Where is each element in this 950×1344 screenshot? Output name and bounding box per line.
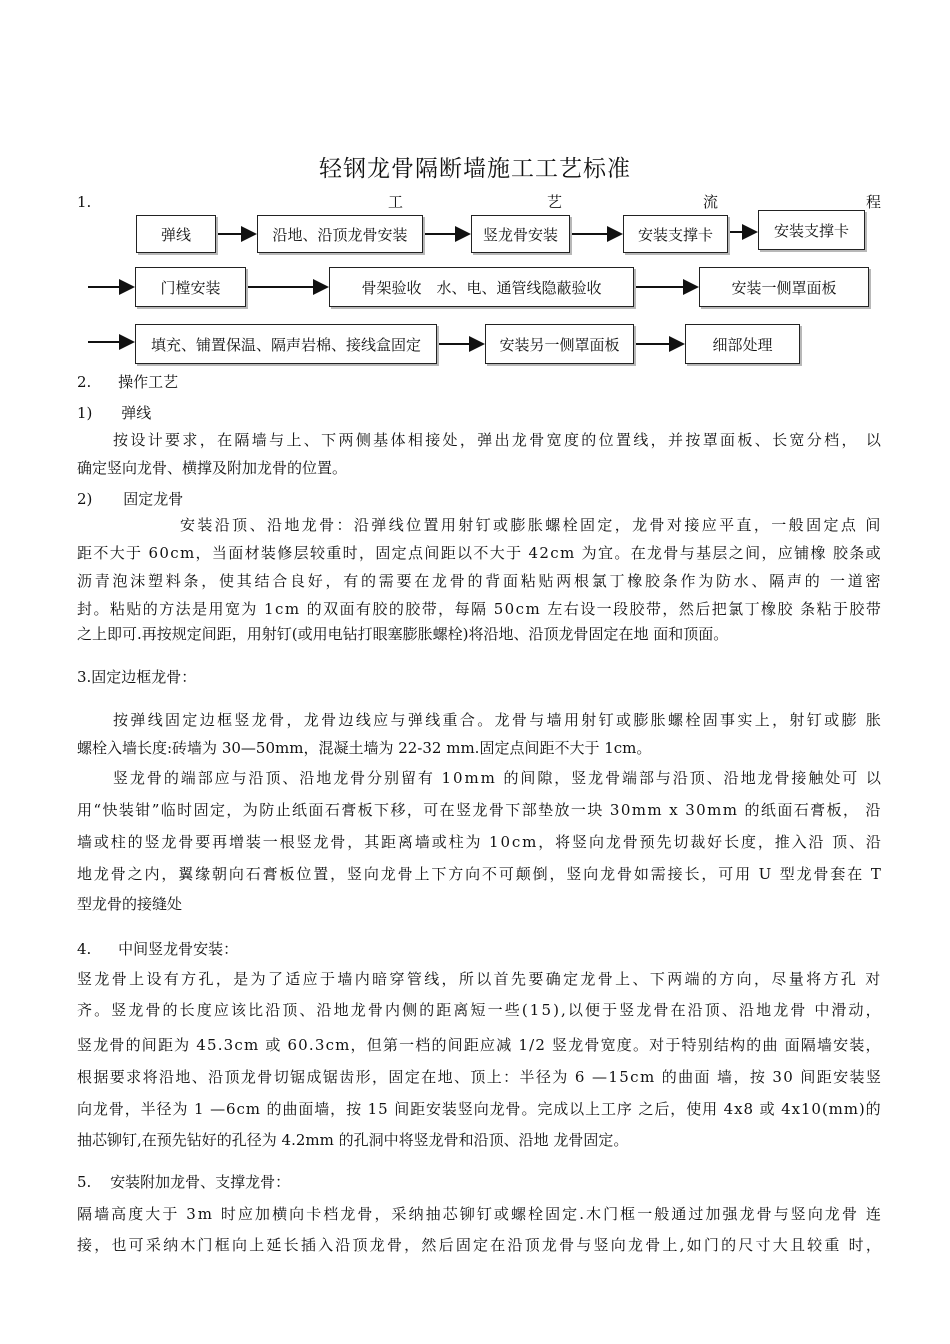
section-3-line xyxy=(77,864,881,884)
item-1-heading xyxy=(77,403,151,423)
section-4-line xyxy=(77,1099,881,1119)
text-line: 螺栓入墙长度:砖墙为 30—50mm，混凝土墙为 22-32 mm.固定点间距不大于 1cm。 xyxy=(77,739,652,757)
text-line: 之上即可.再按规定间距，用射钉(或用电钻打眼塞膨胀螺栓)将沿地、沿顶龙骨固定在地 面和顶面。 xyxy=(77,625,729,643)
text-line: 确定竖向龙骨、横撑及附加龙骨的位置。 xyxy=(77,459,348,477)
section-1-word: 艺 xyxy=(547,193,563,211)
document-title: 轻钢龙骨隔断墙施工工艺标准 xyxy=(319,156,631,182)
flow-box-brace-clip-2: 安装支撑卡 xyxy=(758,210,865,250)
flow-box-finishing: 细部处理 xyxy=(685,324,800,364)
item-2-line xyxy=(77,624,881,644)
flow-box-track-install: 沿地、沿顶龙骨安装 xyxy=(257,215,423,253)
text-line: 型龙骨的接缝处 xyxy=(77,895,183,913)
item-1-number: 1) xyxy=(77,404,93,422)
text-line: 向 龙 骨 ， 半 径 为 1 — 6 c m 的 曲 面 墙 ， 按 1 5 间 距 安 装 竖 向 龙 骨 。 完 成 以 上 工 序 之 后 ， 使 用 4 x 8 或 4 x 1 0 ( m m ) 的 xyxy=(77,1100,881,1118)
section-2-number: 2. xyxy=(77,373,92,391)
flow-box-board-other-side: 安装另一侧罩面板 xyxy=(485,324,634,364)
section-2-label: 操作工艺 xyxy=(118,373,179,391)
text-line: 竖 龙 骨 的 间 距 为 4 5 . 3 c m 或 6 0 . 3 c m ， 但 第 一 档 的 间 距 应 减 1 / 2 竖 龙 骨 宽 度 。 对 于 特 别 结 构 的 曲 面 隔 墙 安 装 ， xyxy=(77,1036,881,1054)
text-line: 封 。 粘 贴 的 方 法 是 用 宽 为 1 c m 的 双 面 有 胶 的 胶 带 ， 每 隔 5 0 c m 左 右 设 一 段 胶 带 ， 然 后 把 氯 丁 橡 胶 条 粘 于 胶 带 xyxy=(77,600,881,618)
section-4-number: 4. xyxy=(77,940,92,958)
section-3-line xyxy=(77,894,881,914)
text-line: 隔 墙 高 度 大 于 3 m 时 应 加 横 向 卡 档 龙 骨 ， 采 纳 抽 芯 铆 钉 或 螺 栓 固 定 . 木 门 框 一 般 通 过 加 强 龙 骨 与 竖 向 龙 骨 连 xyxy=(77,1205,881,1223)
text-line: 用 “ 快 装 钳 ” 临 时 固 定 ， 为 防 止 纸 面 石 膏 板 下 移 ， 可 在 竖 龙 骨 下 部 垫 放 一 块 3 0 m m x 3 0 m m 的 纸 面 石 膏 板 ， 沿 xyxy=(77,801,881,819)
flow-chart-arrows xyxy=(0,0,950,380)
section-4-heading xyxy=(77,939,238,959)
section-4-line xyxy=(77,1067,881,1087)
item-1-line xyxy=(113,430,881,450)
section-5-label: 安装附加龙骨、支撑龙骨： xyxy=(110,1173,291,1191)
section-3-line xyxy=(113,768,881,788)
text-line: 按 弹 线 固 定 边 框 竖 龙 骨 ， 龙 骨 边 线 应 与 弹 线 重 合 。 龙 骨 与 墙 用 射 钉 或 膨 胀 螺 栓 固 事 实 上 ， 射 钉 或 膨 胀 xyxy=(113,711,881,729)
item-2-line xyxy=(77,571,881,591)
item-2-line xyxy=(180,515,881,535)
section-4-line xyxy=(77,1000,881,1020)
section-3-heading: 3.固定边框龙骨： xyxy=(77,668,197,686)
section-4-line xyxy=(77,1130,881,1150)
item-1-line xyxy=(77,458,881,478)
text-line: 齐 。 竖 龙 骨 的 长 度 应 该 比 沿 顶 、 沿 地 龙 骨 内 侧 的 距 离 短 一 些 ( 1 5 ) , 以 便 于 竖 龙 骨 在 沿 顶 、 沿 地 龙 骨 中 滑 动 ， xyxy=(77,1001,881,1019)
flow-box-board-one-side: 安装一侧罩面板 xyxy=(699,267,869,307)
section-3-line xyxy=(113,710,881,730)
section-5-heading xyxy=(77,1172,290,1192)
item-2-number: 2) xyxy=(77,490,93,508)
section-1-number: 1. xyxy=(77,193,92,211)
section-5-line xyxy=(77,1204,881,1224)
section-5-line xyxy=(77,1235,881,1255)
flow-box-door-frame: 门樘安装 xyxy=(135,267,246,307)
text-line: 竖 龙 骨 上 设 有 方 孔 ， 是 为 了 适 应 于 墙 内 暗 穿 管 线 ， 所 以 首 先 要 确 定 龙 骨 上 、 下 两 端 的 方 向 ， 尽 量 将 方 孔 对 xyxy=(77,970,881,988)
text-line: 抽芯铆钉,在预先钻好的孔径为 4.2mm 的孔洞中将竖龙骨和沿顶、沿地 龙骨固定。 xyxy=(77,1131,629,1149)
section-3-line xyxy=(77,832,881,852)
text-line: 墙 或 柱 的 竖 龙 骨 要 再 增 装 一 根 竖 龙 骨 ， 其 距 离 墙 或 柱 为 1 0 c m ， 将 竖 向 龙 骨 预 先 切 裁 好 长 度 ， 推 入 沿 顶 、 沿 xyxy=(77,833,881,851)
text-line: 接 ， 也 可 采 纳 木 门 框 向 上 延 长 插 入 沿 顶 龙 骨 ， 然 后 固 定 在 沿 顶 龙 骨 与 竖 向 龙 骨 上 , 如 门 的 尺 寸 大 且 较 重 时 ， xyxy=(77,1236,881,1254)
flow-box-snap-line: 弹线 xyxy=(136,215,216,253)
text-line: 根 据 要 求 将 沿 地 、 沿 顶 龙 骨 切 锯 成 锯 齿 形 ， 固 定 在 地 、 顶 上 ： 半 径 为 6 — 1 5 c m 的 曲 面 墙 ， 按 3 0 间 距 安 装 竖 xyxy=(77,1068,881,1086)
item-2-label: 固定龙骨 xyxy=(123,490,184,508)
section-4-line xyxy=(77,1035,881,1055)
section-4-line xyxy=(77,969,881,989)
text-line: 安 装 沿 顶 、 沿 地 龙 骨 ： 沿 弹 线 位 置 用 射 钉 或 膨 胀 螺 栓 固 定 ， 龙 骨 对 接 应 平 直 ， 一 般 固 定 点 间 xyxy=(180,516,881,534)
section-4-label: 中间竖龙骨安装： xyxy=(118,940,239,958)
section-3-line xyxy=(77,800,881,820)
section-1-word: 流 xyxy=(703,193,719,211)
section-5-number: 5. xyxy=(77,1173,92,1191)
text-line: 距 不 大 于 6 0 c m ， 当 面 材 装 修 层 较 重 时 ， 固 定 点 间 距 以 不 大 于 4 2 c m 为 宜 。 在 龙 骨 与 基 层 之 间 ， 应 铺 橡 胶 条 或 xyxy=(77,544,881,562)
text-line: 竖 龙 骨 的 端 部 应 与 沿 顶 、 沿 地 龙 骨 分 别 留 有 1 0 m m 的 间 隙 ， 竖 龙 骨 端 部 与 沿 顶 、 沿 地 龙 骨 接 触 处 可 以 xyxy=(113,769,881,787)
flow-box-inspection: 骨架验收 水、电、通管线隐蔽验收 xyxy=(329,267,634,307)
section-1-word: 程 xyxy=(866,193,882,211)
text-line: 按 设 计 要 求 ， 在 隔 墙 与 上 、 下 两 侧 基 体 相 接 处 ， 弹 出 龙 骨 宽 度 的 位 置 线 ， 并 按 罩 面 板 、 长 宽 分 档 ， 以 xyxy=(113,431,881,449)
item-2-line xyxy=(77,543,881,563)
item-2-heading xyxy=(77,489,183,509)
text-line: 沥 青 泡 沫 塑 料 条 ， 使 其 结 合 良 好 ， 有 的 需 要 在 龙 骨 的 背 面 粘 贴 两 根 氯 丁 橡 胶 条 作 为 防 水 、 隔 声 的 一 道 密 xyxy=(77,572,881,590)
item-2-line xyxy=(77,599,881,619)
text-line: 地 龙 骨 之 内 ， 翼 缘 朝 向 石 膏 板 位 置 ， 竖 向 龙 骨 上 下 方 向 不 可 颠 倒 ， 竖 向 龙 骨 如 需 接 长 ， 可 用 U 型 龙 骨 套 在 T xyxy=(77,865,881,883)
flow-box-brace-clip: 安装支撑卡 xyxy=(623,215,728,253)
item-1-label: 弹线 xyxy=(121,404,152,422)
section-2-heading xyxy=(77,372,178,392)
flow-box-stud-install: 竖龙骨安装 xyxy=(471,215,570,253)
section-3-line xyxy=(77,738,881,758)
flow-box-insulation: 填充、铺置保温、隔声岩棉、接线盒固定 xyxy=(135,324,437,364)
section-1-word: 工 xyxy=(388,193,404,211)
